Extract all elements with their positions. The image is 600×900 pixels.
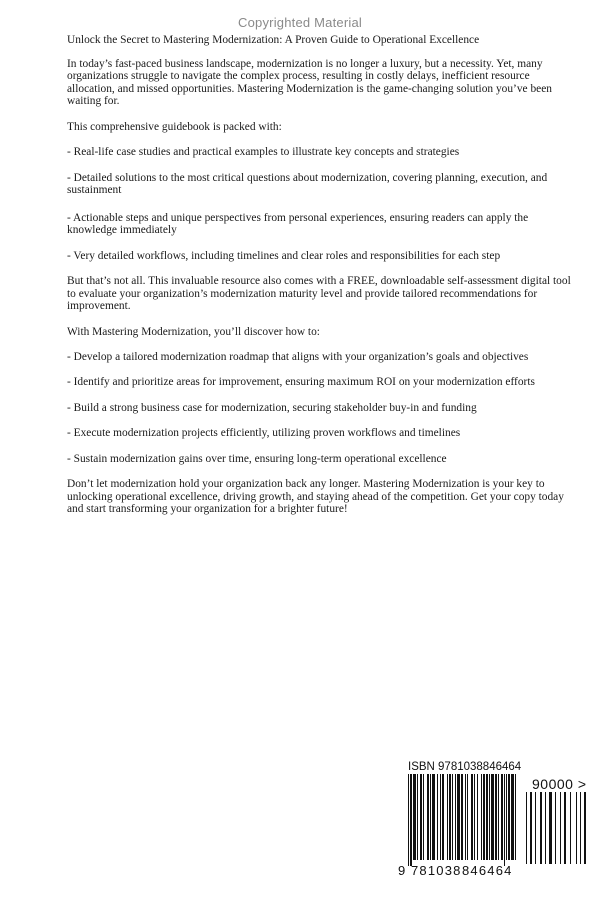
intro-paragraph: In today’s fast-paced business landscape, modernization is no longer a luxury, but a necessity. Yet, many organizations struggle to navigate the complex process, resulting in costly delays, inefficient resource allocation, and missed opportunities. Mastering Modernization is the game-changing solution you’ve been waiting for. — [67, 57, 552, 108]
barcode-bar — [580, 792, 581, 864]
barcode-bar — [576, 792, 577, 864]
barcode-bar — [540, 792, 542, 864]
bonus-paragraph: But that’s not all. This invaluable resource also comes with a FREE, downloadable self-assessment digital tool to evaluate your organization’s modernization maturity level and provide tailored recommendations for improvement. — [67, 275, 571, 313]
list-intro: This comprehensive guidebook is packed with: — [67, 120, 282, 133]
barcode-bar — [564, 792, 566, 864]
isbn-digits-right: 846464 — [462, 863, 513, 878]
barcode-bar — [449, 774, 451, 860]
benefit-item: - Build a strong business case for modernization, securing stakeholder buy-in and funding — [67, 401, 477, 414]
barcode-bar — [432, 774, 435, 860]
barcode-bar — [447, 774, 448, 860]
barcode-bar — [555, 792, 556, 864]
barcode-bar — [474, 774, 475, 860]
feature-item: - Real-life case studies and practical examples to illustrate key concepts and strategies — [67, 146, 460, 159]
benefit-item: - Identify and prioritize areas for improvement, ensuring maximum ROI on your modernization efforts — [67, 376, 535, 389]
barcode-bar — [467, 774, 468, 860]
barcode-bar — [495, 774, 497, 860]
barcode-bar — [465, 774, 466, 860]
isbn-digit-lead: 9 — [398, 863, 406, 878]
isbn-label: ISBN 9781038846464 — [408, 761, 522, 773]
barcode-bar — [545, 792, 546, 864]
barcode-bar — [560, 792, 561, 864]
barcode-bar — [498, 774, 499, 860]
barcode-bar — [526, 792, 527, 864]
barcode-bar — [455, 774, 456, 860]
barcode-bar — [417, 774, 418, 860]
barcode-bar — [410, 774, 412, 866]
barcode-bar — [427, 774, 429, 860]
barcode-bar — [413, 774, 416, 860]
benefit-item: - Execute modernization projects efficiently, utilizing proven workflows and timelines — [67, 427, 461, 440]
barcode-bar — [461, 774, 463, 860]
price-code: 90000 > — [532, 776, 587, 792]
barcode-bar — [437, 774, 438, 860]
barcode-bar — [501, 774, 503, 860]
closing-paragraph: Don’t let modernization hold your organization back any longer. Mastering Modernization is your key to unlocking operational excellence, driving growth, and staying ahead of the competition. Get your copy today and start transforming your organization for a brighter future! — [67, 478, 564, 516]
barcode-bar — [452, 774, 453, 860]
barcode-bar — [584, 792, 586, 864]
barcode-bar — [440, 774, 441, 860]
barcode-bar — [511, 774, 514, 860]
barcode-bar — [515, 774, 516, 860]
barcode-bar — [530, 792, 532, 864]
barcode-bar — [508, 774, 510, 860]
barcode-bar — [549, 792, 552, 864]
barcode-bar — [423, 774, 424, 860]
barcode-bar — [483, 774, 485, 860]
barcode-bar — [442, 774, 444, 860]
barcode-bar — [486, 774, 488, 860]
feature-item: - Actionable steps and unique perspectives from personal experiences, ensuring readers can apply the knowledge immediately — [67, 211, 529, 237]
barcode-bar — [471, 774, 473, 860]
barcode-bar — [477, 774, 478, 860]
copyright-watermark-top: Copyrighted Material — [238, 15, 362, 30]
barcode-bar — [457, 774, 460, 860]
headline: Unlock the Secret to Mastering Modernization: A Proven Guide to Operational Excellence — [67, 34, 480, 46]
barcode-bar — [504, 774, 505, 866]
benefit-item: - Develop a tailored modernization roadmap that aligns with your organization’s goals and objectives — [67, 351, 529, 364]
feature-item: - Very detailed workflows, including timelines and clear roles and responsibilities for each step — [67, 249, 501, 262]
barcode-bar — [570, 792, 571, 864]
barcode-bar — [535, 792, 536, 864]
barcode-bar — [408, 774, 409, 866]
barcode-bar — [420, 774, 422, 860]
barcode-bar — [430, 774, 431, 860]
isbn-digits-left: 781038 — [411, 863, 462, 878]
benefit-item: - Sustain modernization gains over time, ensuring long-term operational excellence — [67, 452, 447, 465]
feature-item: - Detailed solutions to the most critical questions about modernization, covering planning, execution, and sustainment — [67, 171, 548, 197]
barcode-bar — [491, 774, 494, 860]
barcode-bar — [506, 774, 507, 860]
barcode-bar — [489, 774, 490, 860]
isbn-barcode — [398, 760, 594, 882]
list-intro: With Mastering Modernization, you’ll discover how to: — [67, 325, 320, 338]
barcode-bar — [481, 774, 482, 860]
back-cover-text — [67, 34, 577, 529]
